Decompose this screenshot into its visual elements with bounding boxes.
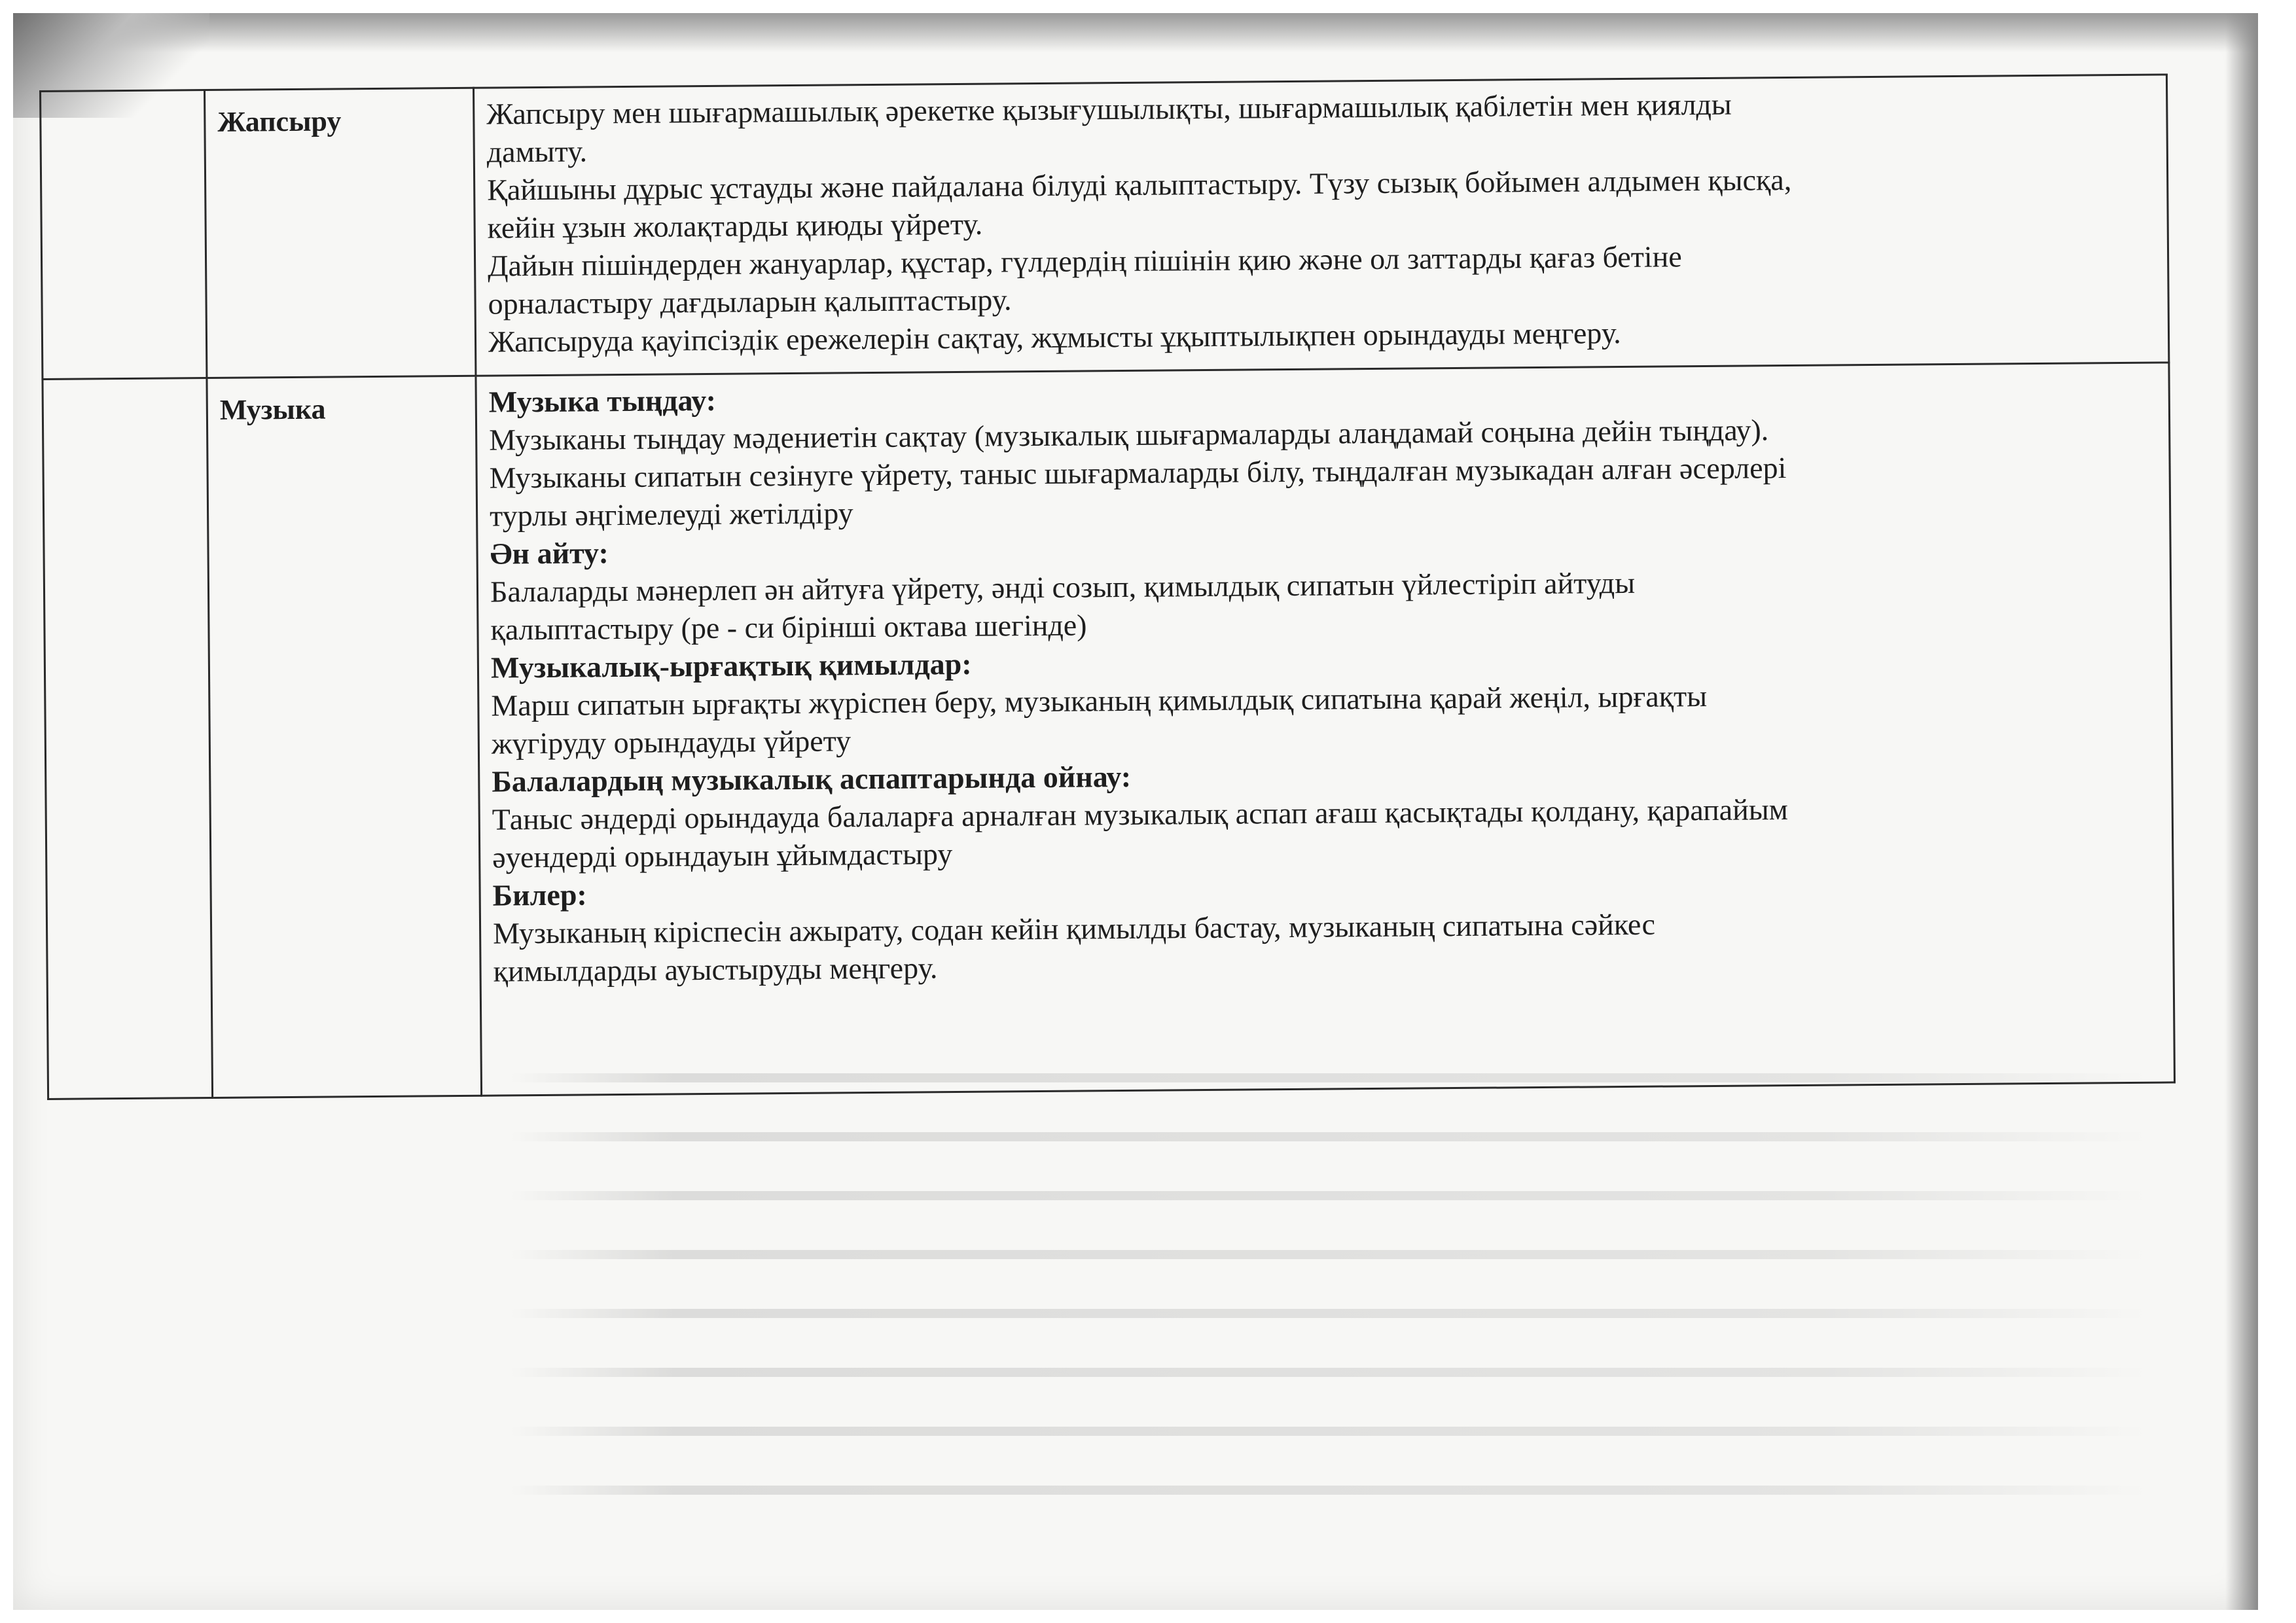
content-line: Таныс әндерді орындауда балаларға арналған музыкалық аспап ағаш қасықтады қолдану, қарапайым xyxy=(492,793,1788,836)
content-line: Музыканы тыңдау мәдениетін сақтау (музыкалық шығармаларды алаңдамай соңына дейін тыңдау). xyxy=(489,413,1769,457)
table-row-applique xyxy=(41,75,2169,380)
empty-cell xyxy=(41,90,207,380)
content-line: қимылдарды ауыстыруды меңгеру. xyxy=(493,951,938,988)
subject-cell: Жапсыру xyxy=(205,88,476,378)
content-line: Марш сипатын ырғақты жүріспен беру, музыканың қимылдық сипатына қарай жеңіл, ырғақты xyxy=(491,679,1708,722)
content-line: дамыту. xyxy=(486,134,588,169)
bleed-through-text xyxy=(511,1073,2147,1544)
section-heading: Музыкалық-ырғақтық қимылдар: xyxy=(490,647,972,685)
section-heading: Балалардың музыкалық аспаптарында ойнау: xyxy=(492,759,1132,798)
content-line: Қайшыны дұрыс ұстауды және пайдалана білуді қалыптастыру. Түзу сызық бойымен алдымен қысқа, xyxy=(487,162,1792,207)
content-line: Дайын пішіндерден жануарлар, құстар, гүлдердің пішінін қию және ол заттарды қағаз бетіне xyxy=(487,240,1682,283)
section-heading: Музыка тыңдау: xyxy=(488,383,717,419)
content-line: орналастыру дағдыларын қалыптастыру. xyxy=(488,283,1012,321)
content-line: турлы әңгімелеуді жетілдіру xyxy=(489,496,853,533)
content-line: Жапсыру мен шығармашылық әрекетке қызығушылықты, шығармашылық қабілетін мен қиялды xyxy=(486,87,1732,131)
content-line: қалыптастыру (ре - си бірінші октава шегінде) xyxy=(490,608,1087,647)
content-line: Музыканы сипатын сезінуге үйрету, таныс шығармаларды білу, тыңдалған музыкадан алған әсерлері xyxy=(489,451,1787,495)
table-row-music xyxy=(43,363,2175,1099)
content-line: жүгіруду орындауды үйрету xyxy=(491,724,852,760)
scan-top-shadow xyxy=(13,13,2258,52)
section-heading: Билер: xyxy=(492,878,587,912)
section-heading: Ән айту: xyxy=(490,536,609,571)
scan-right-edge xyxy=(2225,13,2258,1610)
content-line: Балаларды мәнерлеп ән айтуға үйрету, әнді созып, қимылдық сипатын үйлестіріп айтуды xyxy=(490,565,1636,609)
empty-cell xyxy=(43,378,213,1099)
content-line: Музыканың кіріспесін ажырату, содан кейін қимылды бастау, музыканың сипатына сәйкес xyxy=(492,907,1656,950)
subject-cell: Музыка xyxy=(207,376,482,1097)
content-cell xyxy=(473,75,2168,376)
content-line: кейін ұзын жолақтарды қиюды үйрету. xyxy=(487,207,983,245)
curriculum-table xyxy=(39,73,2176,1099)
content-cell xyxy=(476,363,2175,1096)
content-line: әуендерді орындауын ұйымдастыру xyxy=(492,837,953,874)
content-line: Жапсыруда қауіпсіздік ережелерін сақтау, жұмысты ұқыптылықпен орындауды меңгеру. xyxy=(488,316,1621,359)
